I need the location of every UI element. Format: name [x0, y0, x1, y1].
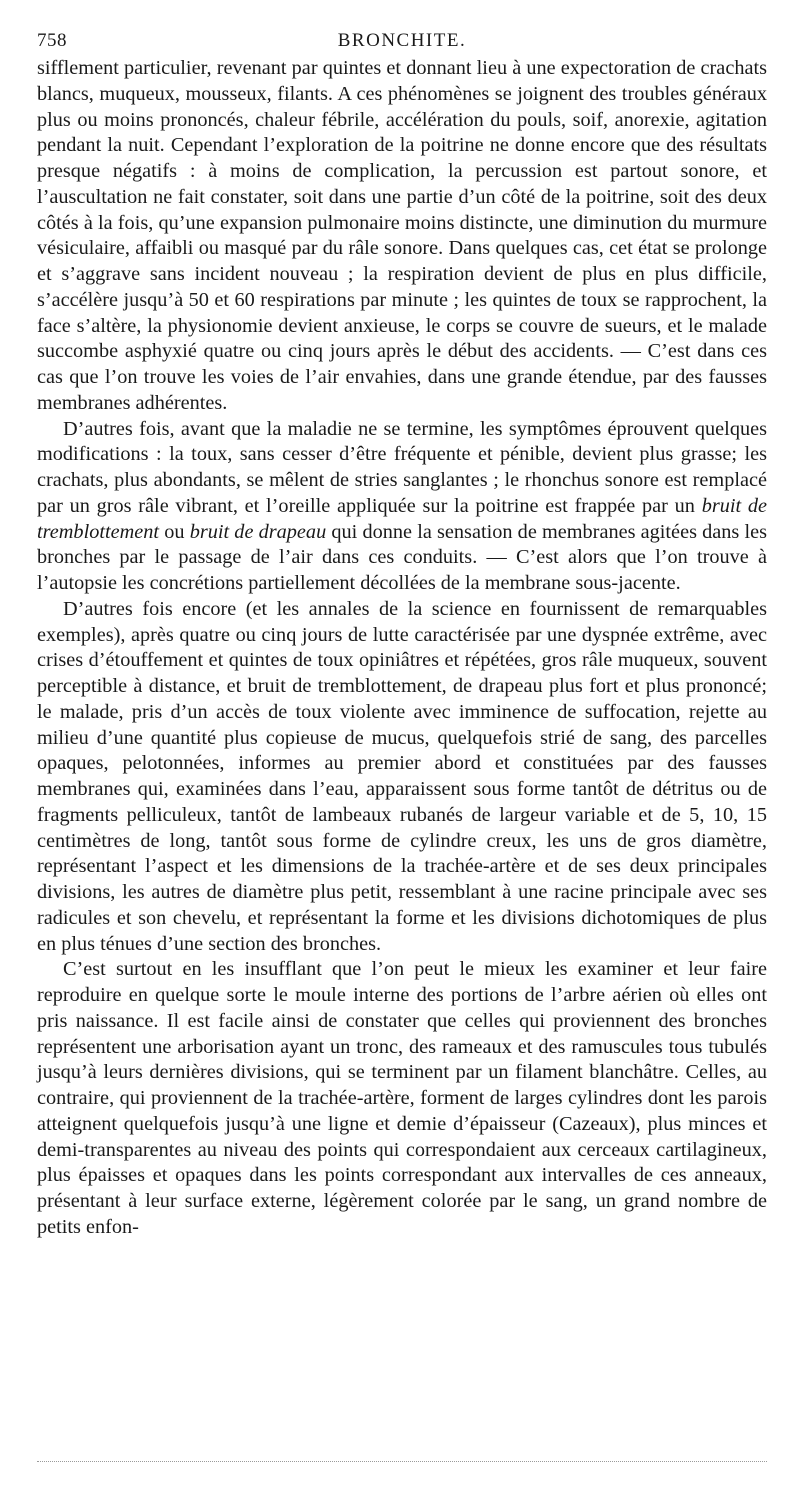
paragraph-2-text-c: qui donne la sensation de membranes agitées dans les bronches par le passage de l’air dans ces conduits. — C’est alors que l’on trouve à l’autopsie les concrétions partiellement décollées de la membrane sous-jacente. — [37, 520, 768, 594]
paragraph-2 — [37, 417, 767, 597]
page-number: 758 — [37, 30, 67, 51]
paragraph-4: C’est surtout en les insufflant que l’on peut le mieux les examiner et leur faire reproduire en quelque sorte le moule interne des portions de l’arbre aérien où elles ont pris naissance. Il est facile ainsi de constater que celles qui proviennent des bronches représentent une arborisation ayant un tronc, des rameaux et des ramuscules tous tubulés jusqu’à leurs dernières divisions, qui se terminent par un filament blanchâtre. Celles, au contraire, qui proviennent de la trachée-artère, forment de larges cylindres dont les parois atteignent quelquefois jusqu’à une ligne et demie d’épaisseur (Cazeaux), plus minces et demi-transparentes au niveau des points qui correspondaient aux cerceaux cartilagineux, plus épaisses et opaques dans les points correspondant aux intervalles de ces anneaux, présentant à leur surface externe, légèrement colorée par le sang, un grand nombre de petits enfon- — [37, 958, 767, 1238]
italic-term-bruit-de-drapeau: bruit de drapeau — [189, 520, 327, 543]
paragraph-2-text-a: D’autres fois, avant que la maladie ne se termine, les symptômes éprouvent quelques modifications : la toux, sans cesser d’être fréquente et pénible, devient plus grasse; les crachats, plus abondants, se mêlent de stries sanglantes ; le rhonchus sonore est remplacé par un gros râle vibrant, et l’oreille appliquée sur la poitrine est frappée par un — [37, 417, 767, 517]
paragraph-2-text-b: ou — [159, 520, 190, 543]
footer-rule — [37, 1461, 767, 1462]
document-page — [37, 28, 767, 1241]
paragraph-3: D’autres fois encore (et les annales de la science en fournissent de remarquables exemples), après quatre ou cinq jours de lutte caractérisée par une dyspnée extrême, avec crises d’étouffement et quintes de toux opiniâtres et répétées, gros râle muqueux, souvent perceptible à distance, et bruit de tremblottement, de drapeau plus fort et plus prononcé; le malade, pris d’un accès de toux violente avec imminence de suffocation, rejette au milieu d’une quantité plus copieuse de mucus, quelquefois strié de sang, des parcelles opaques, pelotonnées, informes au premier abord et constituées par des fausses membranes qui, examinées dans l’eau, apparaissent sous forme tantôt de détritus ou de fragments pelliculeux, tantôt de lambeaux rubanés de largeur variable et de 5, 10, 15 centimètres de long, tantôt sous forme de cylindre creux, les uns de gros diamètre, représentant l’aspect et les dimensions de la trachée-artère et de ses deux principales divisions, les autres de diamètre plus petit, ressemblant à une racine principale avec ses radicules et son chevelu, et représentant la forme et les divisions dichotomiques de plus en plus ténues d’une section des bronches. — [37, 597, 767, 955]
running-title: BRONCHITE. — [337, 30, 467, 51]
body-text — [37, 56, 767, 1241]
paragraph-1: sifflement particulier, revenant par quintes et donnant lieu à une expectoration de crachats blancs, muqueux, mousseux, filants. A ces phénomènes se joignent des troubles généraux plus ou moins prononcés, chaleur fébrile, accélération du pouls, soif, anorexie, agitation pendant la nuit. Cependant l’exploration de la poitrine ne donne encore que des résultats presque négatifs : à moins de complication, la percussion est partout sonore, et l’auscultation ne fait constater, soit dans une partie d’un côté de la poitrine, soit des deux côtés à la fois, qu’une expansion pulmonaire moins distincte, une diminution du murmure vésiculaire, affaibli ou masqué par du râle sonore. Dans quelques cas, cet état se prolonge et s’aggrave sans incident nouveau ; la respiration devient de plus en plus difficile, s’accélère jusqu’à 50 et 60 respirations par minute ; les quintes de toux se rapprochent, la face s’altère, la physionomie devient anxieuse, le corps se couvre de sueurs, et le malade succombe asphyxié quatre ou cinq jours après le début des accidents. — C’est dans ces cas que l’on trouve les voies de l’air envahies, dans une grande étendue, par des fausses membranes adhérentes. — [37, 57, 767, 414]
running-head — [37, 28, 767, 56]
italic-term-bruit-de-tremblottement: bruit de tremblottement — [37, 494, 768, 543]
